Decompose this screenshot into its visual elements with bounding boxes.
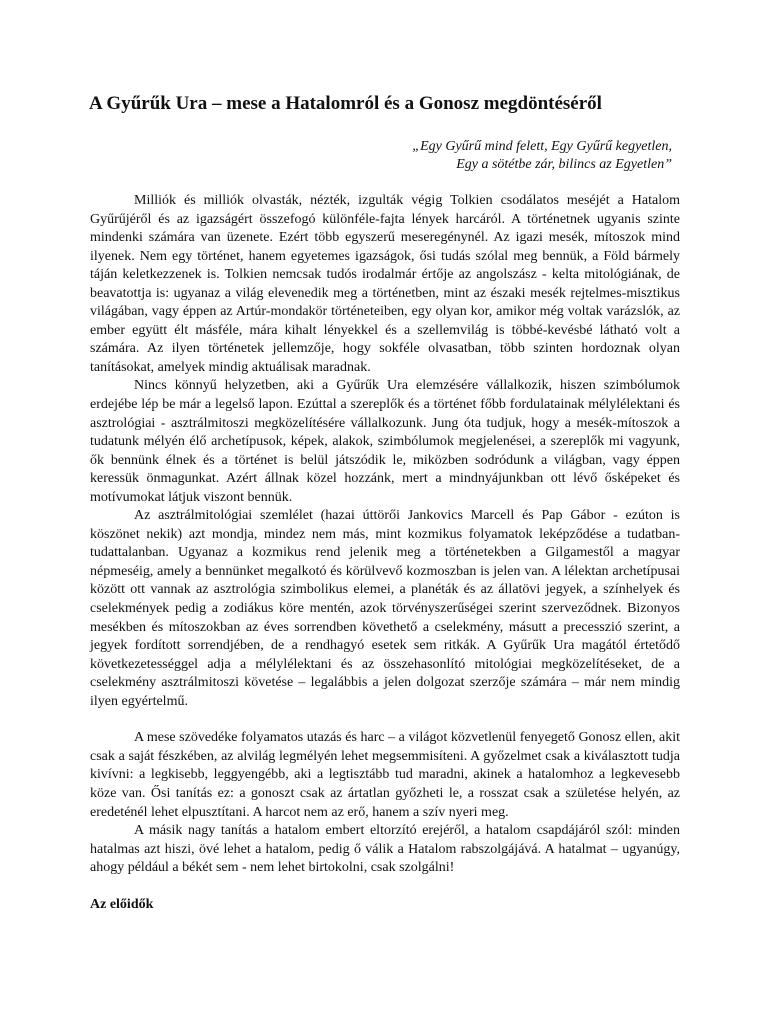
epigraph-line: „Egy Gyűrű mind felett, Egy Gyűrű kegyetlen, — [412, 139, 672, 154]
body-paragraph: A mese szövedéke folyamatos utazás és harc – a világot közvetlenül fenyegető Gonosz ellen, akit csak a saját fészkében, az alvilág legmélyén lehet megsemmisíteni. A győzelmet csak a kiválasztott tudja kivívni: a legkisebb, leggyengébb, aki a legtisztább tud maradni, akinek a hatalomhoz a legkevesebb köze van. Ősi tanítás ez: a gonoszt csak az ártatlan győzheti le, a rosszat csak a születése helyén, az eredeténél lehet elpusztítani. A harcot nem az erő, hanem a szív nyeri meg. — [90, 730, 680, 820]
document-title: A Gyűrűk Ura – mese a Hatalomról és a Gonosz megdöntéséről — [89, 93, 602, 114]
epigraph — [90, 138, 672, 174]
body-paragraph: Az asztrálmitológiai szemlélet (hazai úttörői Jankovics Marcell és Pap Gábor - ezúton is köszönet nekik) azt mondja, mindez nem más, mint kozmikus folyamatok leképződése a tudatban-tudattalanban. Ugyanaz a kozmikus rend jelenik meg a történetekben a Gilgamestől a magyar népmeséig, amely a bennünket megalkotó és körülvevő kozmoszban is jelen van. A lélektan archetípusai között ott vannak az asztrológia szimbolikus elemei, a planéták és az állatövi jegyek, a színhelyek és cselekmények pedig a zodiákus köre mentén, azok törvényszerűségei szerint szerveződnek. Bizonyos mesékben és mítoszokban az éves sorrendben követhető a cselekmény, másutt a precesszió szerint, a jegyek fordított sorrendjében, de a rendhagyó esetek sem ritkák. A Gyűrűk Ura magától értetődő következetességgel adja a mélylélektani és az összehasonlító mitológiai megközelítéseket, de a cselekmény asztrálmitoszi követése – legalábbis a jelen dolgozat szerzője számára – már nem mindig ilyen egyértelmű. — [90, 508, 680, 709]
section-heading: Az előidők — [90, 896, 154, 912]
epigraph-line: Egy a sötétbe zár, bilincs az Egyetlen” — [456, 157, 672, 172]
body-paragraph: Nincs könnyű helyzetben, aki a Gyűrűk Ura elemzésére vállalkozik, hiszen szimbólumok erdejébe lép be már a legelső lapon. Ezúttal a szereplők és a történet főbb fordulatainak mélylélektani és asztrológiai - asztrálmitoszi megközelítésére vállalkozunk. Jung óta tudjuk, hogy a mesék-mítoszok a tudatunk mélyén élő archetípusok, képek, alakok, szimbólumok megjelenései, a szereplők mi vagyunk, ők bennünk élnek és a történet is belül játszódik le, miközben sodródunk a világban, vagy éppen keressük önmagunkat. Azért állnak közel hozzánk, mert a mindnyájunkban ott lévő ősképeket és motívumokat látjuk viszont bennük. — [90, 378, 680, 505]
body-paragraph: A másik nagy tanítás a hatalom embert eltorzító erejéről, a hatalom csapdájáról szól: minden hatalmas azt hiszi, övé lehet a hatalom, pedig ő válik a Hatalom rabszolgájává. A hatalmat – ugyanúgy, ahogy például a békét sem - nem lehet birtokolni, csak szolgálni! — [90, 823, 680, 876]
document-page — [90, 92, 680, 914]
body-paragraph: Milliók és milliók olvasták, nézték, izgulták végig Tolkien csodálatos meséjét a Hatalom Gyűrűjéről és az igazságért összefogó különféle-fajta lények harcáról. A történetnek ugyanis szinte mindenki számára van üzenete. Ezért több egyszerű meseregénynél. Az igazi mesék, mítoszok mind ilyenek. Nem egy történet, hanem egyetemes igazságok, ősi tudás szólal meg bennük, a Föld bármely táján keletkezzenek is. Tolkien nemcsak tudós irodalmár értője az angolszász - kelta mitológiának, de beavatottja is: ugyanaz a világ elevenedik meg a történetben, mint az északi mesék rejtelmes-misztikus világában, vagy éppen az Artúr-mondakör történeteiben, egy olyan kor, amikor még voltak varázslók, az ember együtt élt másféle, mára kihalt lényekkel és a szellemvilág is többé-kevésbé látható volt a számára. Az ilyen történetek jellemzője, hogy sokféle olvasatban, több szinten hordoznak olyan tanításokat, amelyek mindig aktuálisak maradnak. — [90, 193, 680, 375]
